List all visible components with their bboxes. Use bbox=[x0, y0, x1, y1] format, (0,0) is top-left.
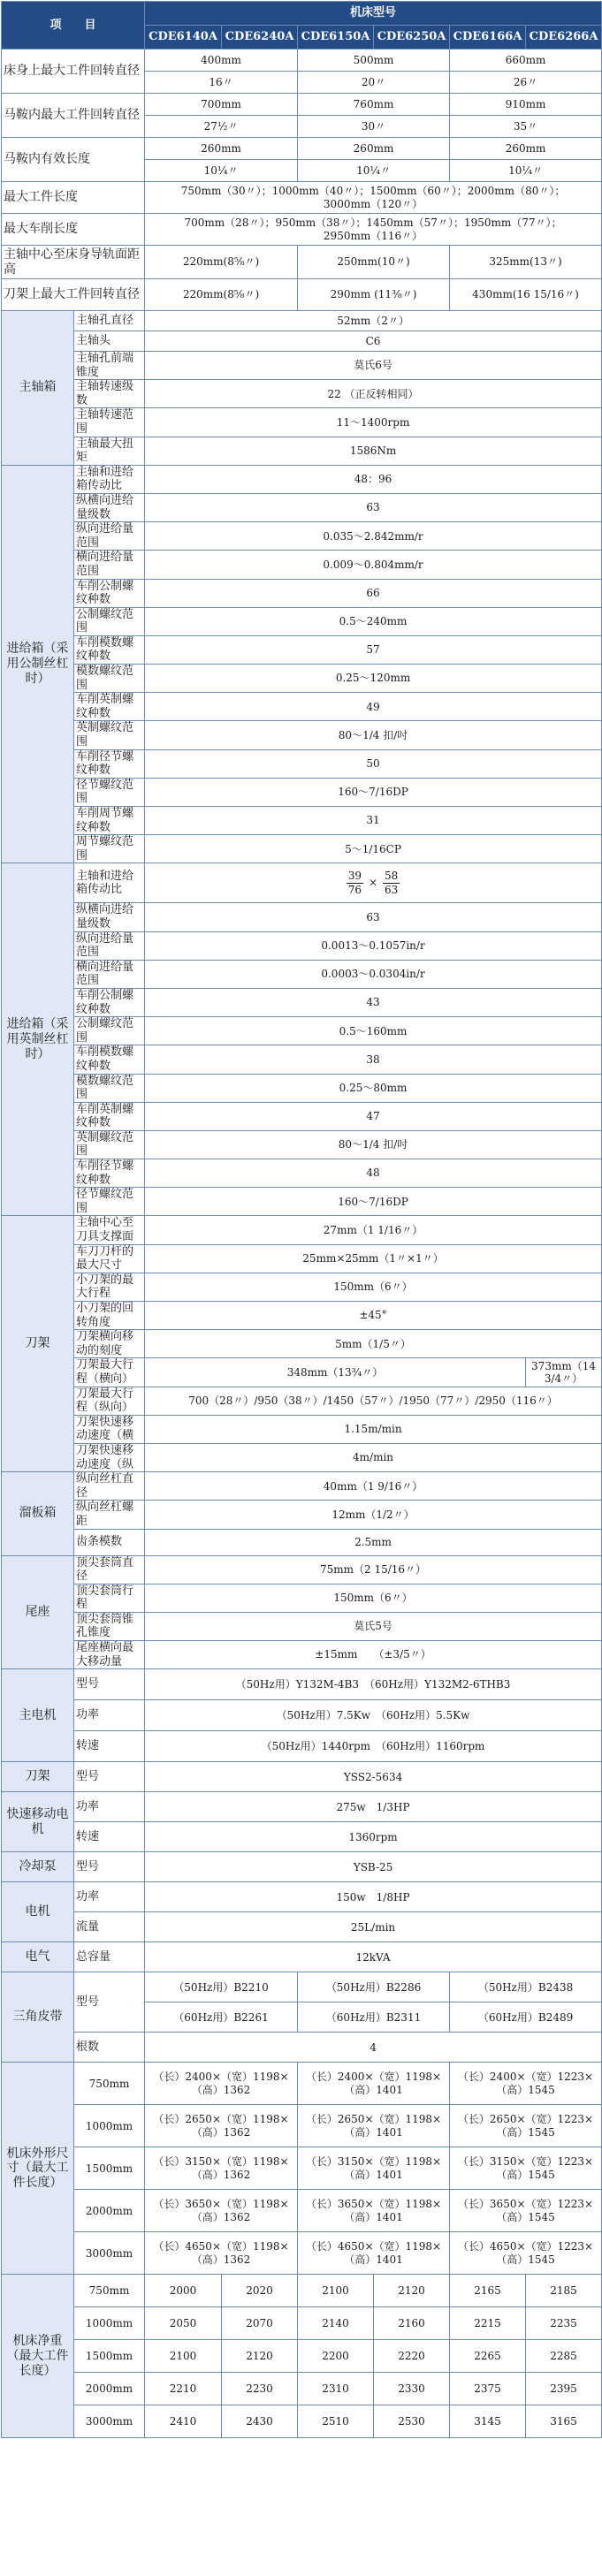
section-group-label: 机床外形尺寸（最大工件长度） bbox=[2, 2063, 74, 2275]
param-value: 48：96 bbox=[145, 465, 602, 493]
param-label: 750mm bbox=[74, 2275, 145, 2307]
cell-value: 260mm bbox=[298, 138, 450, 160]
header-model: CDE6266A bbox=[526, 26, 602, 49]
param-value: 50 bbox=[145, 749, 602, 778]
param-value: 66 bbox=[145, 579, 602, 607]
param-value: （50Hz用）B2286 bbox=[298, 1972, 450, 2002]
fraction bbox=[347, 870, 363, 896]
param-value: 12kVA bbox=[145, 1942, 602, 1972]
row-label: 最大工件长度 bbox=[2, 182, 145, 214]
param-value: （长）3150×（宽）1198×（高）1362 bbox=[145, 2147, 298, 2190]
param-value: 2265 bbox=[450, 2340, 526, 2373]
param-value: 22 （正反转相同） bbox=[145, 380, 602, 408]
param-value: （长）3650×（宽）1198×（高）1362 bbox=[145, 2190, 298, 2232]
param-value: 1586Nm bbox=[145, 437, 602, 465]
param-value: 2100 bbox=[298, 2275, 374, 2307]
param-value: 160～7/16DP bbox=[145, 1188, 602, 1216]
param-label: 750mm bbox=[74, 2063, 145, 2105]
param-label: 车削英制螺纹种数 bbox=[74, 1102, 145, 1130]
param-label: 车削公制螺纹种数 bbox=[74, 579, 145, 607]
cell-value: 10¼〃 bbox=[145, 160, 298, 182]
param-value: ±15mm （±3/5〃） bbox=[145, 1641, 602, 1669]
param-value: （50Hz用）B2210 bbox=[145, 1972, 298, 2002]
param-value: （60Hz用）B2489 bbox=[450, 2002, 602, 2033]
param-label: 型号 bbox=[74, 1852, 145, 1882]
param-label: 尾座横向最大移动量 bbox=[74, 1641, 145, 1669]
param-label: 转速 bbox=[74, 1822, 145, 1852]
param-value: 2160 bbox=[374, 2307, 450, 2340]
param-value: 0.0003～0.0304in/r bbox=[145, 960, 602, 988]
header-model: CDE6140A bbox=[145, 26, 222, 49]
param-value: 2395 bbox=[526, 2373, 602, 2405]
param-value: 57 bbox=[145, 635, 602, 664]
param-value: 150w 1/8HP bbox=[145, 1882, 602, 1912]
header-item: 项 目 bbox=[2, 2, 145, 49]
param-label: 周节螺纹范围 bbox=[74, 835, 145, 863]
param-label: 1000mm bbox=[74, 2307, 145, 2340]
param-value: 2210 bbox=[145, 2373, 222, 2405]
param-value: （长）3150×（宽）1198×（高）1401 bbox=[298, 2147, 450, 2190]
param-label: 纵横向进给量级数 bbox=[74, 493, 145, 521]
param-label: 功率 bbox=[74, 1882, 145, 1912]
param-value: （长）3650×（宽）1223×（高）1545 bbox=[450, 2190, 602, 2232]
param-label: 型号 bbox=[74, 1669, 145, 1700]
cell-value: 10¼〃 bbox=[298, 160, 450, 182]
param-value: 47 bbox=[145, 1102, 602, 1130]
param-value: 2.5mm bbox=[145, 1529, 602, 1555]
param-label: 主轴头 bbox=[74, 331, 145, 352]
param-value: 2140 bbox=[298, 2307, 374, 2340]
param-label: 车刀刀杆的最大尺寸 bbox=[74, 1244, 145, 1273]
param-label: 2000mm bbox=[74, 2373, 145, 2405]
param-value: 150mm（6〃） bbox=[145, 1273, 602, 1301]
param-value: 0.035～2.842mm/r bbox=[145, 522, 602, 551]
section-group-label: 刀架 bbox=[2, 1216, 74, 1472]
param-label: 英制螺纹范围 bbox=[74, 721, 145, 749]
fraction-denominator: 63 bbox=[385, 883, 399, 896]
cell-value: 430mm(16 15/16〃) bbox=[450, 279, 602, 311]
param-value: 2285 bbox=[526, 2340, 602, 2373]
param-value: （长）2400×（宽）1198×（高）1362 bbox=[145, 2063, 298, 2105]
param-value: 275w 1/3HP bbox=[145, 1792, 602, 1822]
param-label: 横向进给量范围 bbox=[74, 960, 145, 988]
cell-line: 700mm（28〃）；950mm（38〃）；1450mm（57〃）；1950mm（77〃）； bbox=[184, 217, 562, 230]
param-value: （50Hz用）Y132M-4B3 （60Hz用）Y132M2-6THB3 bbox=[145, 1669, 602, 1700]
section-group-label: 快速移动电机 bbox=[2, 1792, 74, 1852]
param-value: （长）2400×（宽）1198×（高）1401 bbox=[298, 2063, 450, 2105]
cell-value: 27½〃 bbox=[145, 116, 298, 138]
param-value: 80～1/4 扣/吋 bbox=[145, 721, 602, 749]
cell-value: 325mm(13〃) bbox=[450, 246, 602, 279]
param-label: 车削径节螺纹种数 bbox=[74, 749, 145, 778]
param-value: 4 bbox=[145, 2033, 602, 2063]
param-value: （长）2650×（宽）1198×（高）1362 bbox=[145, 2105, 298, 2147]
param-value: （50Hz用）1440rpm （60Hz用）1160rpm bbox=[145, 1731, 602, 1762]
param-label: 主轴孔直径 bbox=[74, 311, 145, 331]
param-value: 49 bbox=[145, 693, 602, 721]
param-value: 2215 bbox=[450, 2307, 526, 2340]
section-group-label: 进给箱（采用英制丝杠时） bbox=[2, 863, 74, 1216]
param-label: 主轴转速级数 bbox=[74, 380, 145, 408]
param-label: 小刀架的最大行程 bbox=[74, 1273, 145, 1301]
param-label: 车削模数螺纹种数 bbox=[74, 635, 145, 664]
param-value: 2375 bbox=[450, 2373, 526, 2405]
param-label: 径节螺纹范围 bbox=[74, 778, 145, 806]
cell-value: 500mm bbox=[298, 49, 450, 72]
cell-value: 760mm bbox=[298, 94, 450, 116]
param-label: 顶尖套筒直径 bbox=[74, 1555, 145, 1584]
param-value: 63 bbox=[145, 493, 602, 521]
section-group-label: 电气 bbox=[2, 1942, 74, 1972]
row-label: 刀架上最大工件回转直径 bbox=[2, 279, 145, 311]
param-value: 4m/min bbox=[145, 1443, 602, 1471]
param-label: 总容量 bbox=[74, 1942, 145, 1972]
row-label: 马鞍内有效长度 bbox=[2, 138, 145, 182]
cell-value: 700mm bbox=[145, 94, 298, 116]
param-value: （50Hz用）B2438 bbox=[450, 1972, 602, 2002]
param-label: 2000mm bbox=[74, 2190, 145, 2232]
param-label: 纵横向进给量级数 bbox=[74, 903, 145, 931]
section-group-label: 主电机 bbox=[2, 1669, 74, 1762]
param-label: 英制螺纹范围 bbox=[74, 1130, 145, 1159]
spec-table bbox=[1, 1, 602, 2438]
cell-value: 260mm bbox=[450, 138, 602, 160]
param-value: 0.25～120mm bbox=[145, 665, 602, 693]
param-label: 顶尖套筒行程 bbox=[74, 1584, 145, 1612]
header-model: CDE6240A bbox=[222, 26, 298, 49]
param-label: 纵向丝杠直径 bbox=[74, 1472, 145, 1501]
param-value: 3165 bbox=[526, 2405, 602, 2438]
param-value: 38 bbox=[145, 1045, 602, 1074]
cell-value: 290mm (11⅜〃) bbox=[298, 279, 450, 311]
param-value: 80～1/4 扣/吋 bbox=[145, 1130, 602, 1159]
param-label: 1500mm bbox=[74, 2147, 145, 2190]
param-value: C6 bbox=[145, 331, 602, 352]
param-value: （长）2650×（宽）1198×（高）1401 bbox=[298, 2105, 450, 2147]
param-value: 2050 bbox=[145, 2307, 222, 2340]
param-value: （50Hz用）7.5Kw （60Hz用）5.5Kw bbox=[145, 1700, 602, 1731]
cell-value: 30〃 bbox=[298, 116, 450, 138]
param-label: 车削径节螺纹种数 bbox=[74, 1159, 145, 1188]
param-value: 0.009～0.804mm/r bbox=[145, 551, 602, 579]
fraction-numerator: 39 bbox=[347, 870, 362, 883]
param-value: 2120 bbox=[222, 2340, 298, 2373]
param-label: 主轴中心至刀具支撑面 bbox=[74, 1216, 145, 1244]
cell-line: 2950mm（116〃） bbox=[323, 229, 423, 242]
param-label: 纵向进给量范围 bbox=[74, 522, 145, 551]
param-label: 公制螺纹范围 bbox=[74, 1017, 145, 1045]
param-value: 莫氏5号 bbox=[145, 1612, 602, 1640]
param-value: 0.25～80mm bbox=[145, 1074, 602, 1102]
param-label: 模数螺纹范围 bbox=[74, 665, 145, 693]
cell-value: 20〃 bbox=[298, 72, 450, 94]
param-value: 27mm（1 1/16〃） bbox=[145, 1216, 602, 1244]
param-value: 2410 bbox=[145, 2405, 222, 2438]
param-value: 75mm（2 15/16〃） bbox=[145, 1555, 602, 1584]
section-group-label: 刀架 bbox=[2, 1762, 74, 1792]
cell-value: 260mm bbox=[145, 138, 298, 160]
param-label: 齿条模数 bbox=[74, 1529, 145, 1555]
param-value: 2530 bbox=[374, 2405, 450, 2438]
param-value: YSS2-5634 bbox=[145, 1762, 602, 1792]
param-value: 43 bbox=[145, 988, 602, 1016]
param-value: （长）4650×（宽）1198×（高）1401 bbox=[298, 2232, 450, 2275]
param-value: 2235 bbox=[526, 2307, 602, 2340]
section-group-label: 电机 bbox=[2, 1882, 74, 1942]
param-value: 12mm（1/2〃） bbox=[145, 1501, 602, 1529]
cell-line: 3000mm（120〃） bbox=[323, 197, 423, 210]
param-value: 25L/min bbox=[145, 1912, 602, 1942]
fraction-numerator: 58 bbox=[385, 870, 399, 883]
param-label: 主轴和进给箱传动比 bbox=[74, 465, 145, 493]
param-label: 转速 bbox=[74, 1731, 145, 1762]
param-value: 2000 bbox=[145, 2275, 222, 2307]
param-value: 0.5～160mm bbox=[145, 1017, 602, 1045]
param-label: 1500mm bbox=[74, 2340, 145, 2373]
param-value: （60Hz用）B2261 bbox=[145, 2002, 298, 2033]
param-label: 公制螺纹范围 bbox=[74, 607, 145, 635]
param-value: 373mm（14 3/4〃） bbox=[526, 1358, 602, 1387]
cell-value: 16〃 bbox=[145, 72, 298, 94]
param-value: 2220 bbox=[374, 2340, 450, 2373]
param-value: 2120 bbox=[374, 2275, 450, 2307]
param-label: 1000mm bbox=[74, 2105, 145, 2147]
param-value: （60Hz用）B2311 bbox=[298, 2002, 450, 2033]
param-label: 型号 bbox=[74, 1972, 145, 2033]
param-label: 功率 bbox=[74, 1700, 145, 1731]
param-value: 150mm（6〃） bbox=[145, 1584, 602, 1612]
param-value: 40mm（1 9/16〃） bbox=[145, 1472, 602, 1501]
param-value: 5～1/16CP bbox=[145, 835, 602, 863]
cell-value: 220mm(8⅝〃) bbox=[145, 279, 298, 311]
fraction-denominator: 76 bbox=[347, 883, 362, 896]
cell-value: 660mm bbox=[450, 49, 602, 72]
param-value: 2185 bbox=[526, 2275, 602, 2307]
param-label: 型号 bbox=[74, 1762, 145, 1792]
section-group-label: 机床净重（最大工件长度） bbox=[2, 2275, 74, 2438]
param-value: 31 bbox=[145, 807, 602, 835]
param-value: 2330 bbox=[374, 2373, 450, 2405]
param-value: 2430 bbox=[222, 2405, 298, 2438]
cell-value bbox=[145, 182, 602, 214]
param-value: 2200 bbox=[298, 2340, 374, 2373]
param-label: 刀架快速移动速度（纵 bbox=[74, 1443, 145, 1471]
header-machine-type: 机床型号 bbox=[145, 2, 602, 26]
param-value: 3145 bbox=[450, 2405, 526, 2438]
param-label: 径节螺纹范围 bbox=[74, 1188, 145, 1216]
param-label: 刀架快速移动速度（横 bbox=[74, 1415, 145, 1443]
param-value: 700（28〃）/950（38〃）/1450（57〃）/1950（77〃）/2950（116〃） bbox=[145, 1387, 602, 1415]
param-value: （长）2650×（宽）1223×（高）1545 bbox=[450, 2105, 602, 2147]
param-label: 主轴转速范围 bbox=[74, 408, 145, 437]
section-group-label: 进给箱（采用公制丝杠时） bbox=[2, 465, 74, 863]
row-label: 马鞍内最大工件回转直径 bbox=[2, 94, 145, 138]
param-value: 1360rpm bbox=[145, 1822, 602, 1852]
section-group-label: 三角皮带 bbox=[2, 1972, 74, 2063]
param-value: （长）2400×（宽）1223×（高）1545 bbox=[450, 2063, 602, 2105]
param-value: 0.5～240mm bbox=[145, 607, 602, 635]
header-model: CDE6166A bbox=[450, 26, 526, 49]
param-label: 车削公制螺纹种数 bbox=[74, 988, 145, 1016]
param-value: （长）4650×（宽）1198×（高）1362 bbox=[145, 2232, 298, 2275]
param-value: 1.15m/min bbox=[145, 1415, 602, 1443]
cell-value: 10¼〃 bbox=[450, 160, 602, 182]
row-label: 主轴中心至床身导轨面距高 bbox=[2, 246, 145, 279]
row-label: 最大车削长度 bbox=[2, 214, 145, 246]
param-value: 63 bbox=[145, 903, 602, 931]
param-value: 5mm（1/5〃） bbox=[145, 1330, 602, 1358]
cell-value: 35〃 bbox=[450, 116, 602, 138]
param-label: 刀架最大行程（横向） bbox=[74, 1358, 145, 1387]
times-sign: × bbox=[368, 876, 378, 889]
param-value: 0.0013～0.1057in/r bbox=[145, 931, 602, 960]
param-value: 2165 bbox=[450, 2275, 526, 2307]
param-value: ±45° bbox=[145, 1302, 602, 1330]
header-model: CDE6150A bbox=[298, 26, 374, 49]
header-model: CDE6250A bbox=[374, 26, 450, 49]
param-label: 流量 bbox=[74, 1912, 145, 1942]
param-label: 纵向进给量范围 bbox=[74, 931, 145, 960]
param-value: 11～1400rpm bbox=[145, 408, 602, 437]
param-label: 根数 bbox=[74, 2033, 145, 2063]
cell-value bbox=[145, 214, 602, 246]
section-group-label: 冷却泵 bbox=[2, 1852, 74, 1882]
param-value: 160～7/16DP bbox=[145, 778, 602, 806]
param-label: 刀架横向移动的刻度 bbox=[74, 1330, 145, 1358]
param-label: 横向进给量范围 bbox=[74, 551, 145, 579]
cell-value: 220mm(8⅝〃) bbox=[145, 246, 298, 279]
row-label: 床身上最大工件回转直径 bbox=[2, 49, 145, 94]
cell-value: 400mm bbox=[145, 49, 298, 72]
cell-value: 250mm(10〃) bbox=[298, 246, 450, 279]
param-value: 52mm（2〃） bbox=[145, 311, 602, 331]
param-value: （长）3150×（宽）1223×（高）1545 bbox=[450, 2147, 602, 2190]
param-label: 车削英制螺纹种数 bbox=[74, 693, 145, 721]
param-value: 2310 bbox=[298, 2373, 374, 2405]
param-value: 莫氏6号 bbox=[145, 352, 602, 380]
section-group-label: 尾座 bbox=[2, 1555, 74, 1669]
param-value: 2020 bbox=[222, 2275, 298, 2307]
cell-line: 750mm（30〃）；1000mm（40〃）；1500mm（60〃）；2000mm（80〃）； bbox=[180, 185, 566, 198]
cell-value: 910mm bbox=[450, 94, 602, 116]
param-value: （长）4650×（宽）1223×（高）1545 bbox=[450, 2232, 602, 2275]
param-label: 3000mm bbox=[74, 2405, 145, 2438]
param-label: 功率 bbox=[74, 1792, 145, 1822]
param-label: 小刀架的回转角度 bbox=[74, 1302, 145, 1330]
cell-value: 26〃 bbox=[450, 72, 602, 94]
param-value: 2230 bbox=[222, 2373, 298, 2405]
param-label: 模数螺纹范围 bbox=[74, 1074, 145, 1102]
param-value: 25mm×25mm（1〃×1〃） bbox=[145, 1244, 602, 1273]
param-value: 2510 bbox=[298, 2405, 374, 2438]
param-value: （长）3650×（宽）1198×（高）1401 bbox=[298, 2190, 450, 2232]
section-group-label: 主轴箱 bbox=[2, 311, 74, 466]
param-label: 3000mm bbox=[74, 2232, 145, 2275]
section-group-label: 溜板箱 bbox=[2, 1472, 74, 1555]
param-value bbox=[145, 863, 602, 903]
param-label: 车削模数螺纹种数 bbox=[74, 1045, 145, 1074]
param-label: 顶尖套筒锥孔锥度 bbox=[74, 1612, 145, 1640]
param-value: YSB-25 bbox=[145, 1852, 602, 1882]
param-label: 纵向丝杠螺距 bbox=[74, 1501, 145, 1529]
param-label: 车削周节螺纹种数 bbox=[74, 807, 145, 835]
param-label: 主轴最大扭矩 bbox=[74, 437, 145, 465]
param-label: 主轴和进给箱传动比 bbox=[74, 863, 145, 903]
param-value: 348mm（13¾〃） bbox=[145, 1358, 526, 1387]
param-value: 48 bbox=[145, 1159, 602, 1188]
param-value: 2070 bbox=[222, 2307, 298, 2340]
fraction bbox=[383, 870, 400, 896]
param-label: 刀架最大行程（纵向） bbox=[74, 1387, 145, 1415]
param-value: 2100 bbox=[145, 2340, 222, 2373]
param-label: 主轴孔前端锥度 bbox=[74, 352, 145, 380]
